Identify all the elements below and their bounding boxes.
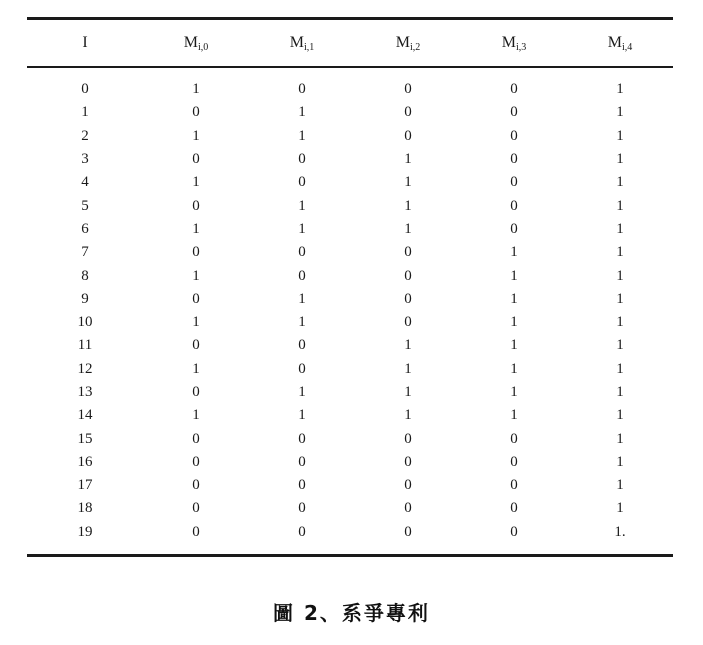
table-row (27, 78, 673, 101)
table-cell: 1. (614, 523, 626, 540)
table-cell: 1 (298, 127, 306, 144)
table-row (27, 264, 673, 287)
table-row (27, 427, 673, 450)
header-base: M (289, 33, 304, 51)
table-row (27, 241, 673, 264)
table-cell: 1 (298, 104, 306, 121)
table-cell: 0 (192, 151, 200, 168)
table-cell: 1 (616, 104, 624, 121)
table-header-row (27, 20, 673, 66)
header-base: M (607, 33, 622, 51)
table-cell: 0 (404, 314, 412, 331)
table-cell: 1 (616, 267, 624, 284)
header-base: M (395, 33, 410, 51)
table-row (27, 381, 673, 404)
table-cell: 1 (616, 81, 624, 98)
table-cell: 1 (616, 477, 624, 494)
table-cell: 0 (404, 477, 412, 494)
table-cell: 10 (77, 314, 93, 331)
table-cell: 0 (404, 523, 412, 540)
table-cell: 1 (298, 290, 306, 307)
table-cell: 1 (616, 290, 624, 307)
table-cell: 1 (192, 81, 200, 98)
table-cell: 5 (81, 197, 89, 214)
table-cell: 1 (616, 314, 624, 331)
table-cell: 0 (510, 430, 518, 447)
table-row (27, 474, 673, 497)
table-cell: 1 (192, 360, 200, 377)
table-cell: 1 (192, 407, 200, 424)
header-subscript: i,3 (515, 41, 527, 53)
table-row (27, 358, 673, 381)
table-row (27, 125, 673, 148)
table-row (27, 451, 673, 474)
table-cell: 1 (404, 197, 412, 214)
table-cell: 0 (404, 290, 412, 307)
table-cell: 1 (616, 151, 624, 168)
header-cell-2 (249, 34, 355, 53)
header-subscript: i,2 (409, 41, 421, 53)
table-cell: 1 (298, 314, 306, 331)
table-cell: 3 (81, 151, 89, 168)
table-cell: 1 (510, 407, 518, 424)
table-cell: 15 (77, 430, 93, 447)
table-row (27, 334, 673, 357)
table-cell: 0 (298, 174, 306, 191)
table-cell: 0 (298, 477, 306, 494)
header-cell-1 (143, 34, 249, 53)
table-cell: 1 (192, 174, 200, 191)
table-cell: 0 (192, 337, 200, 354)
table-cell: 0 (298, 360, 306, 377)
table-cell: 7 (81, 244, 89, 261)
table-cell: 0 (404, 500, 412, 517)
figure-caption: 圖 2、系爭專利 (273, 601, 430, 625)
table-row (27, 194, 673, 217)
table-cell: 0 (298, 500, 306, 517)
table-cell: 0 (404, 104, 412, 121)
table-cell: 1 (616, 407, 624, 424)
table-row (27, 171, 673, 194)
table-cell: 1 (404, 174, 412, 191)
table-cell: 17 (77, 477, 93, 494)
table-cell: 1 (81, 104, 89, 121)
table-cell: 0 (192, 430, 200, 447)
table-cell: 0 (298, 337, 306, 354)
table-cell: 0 (192, 244, 200, 261)
table-cell: 0 (510, 151, 518, 168)
header-cell-4 (461, 34, 567, 53)
header-subscript: i,1 (303, 41, 315, 53)
table-cell: 0 (510, 127, 518, 144)
table-cell: 0 (510, 477, 518, 494)
table-cell: 4 (81, 174, 89, 191)
table-cell: 14 (77, 407, 93, 424)
header-cell-5 (567, 34, 673, 53)
table-row (27, 497, 673, 520)
table-cell: 0 (192, 104, 200, 121)
table-cell: 1 (616, 453, 624, 470)
table-cell: 0 (192, 384, 200, 400)
table-cell: 1 (616, 430, 624, 447)
header-cell-0 (27, 34, 143, 52)
table-cell: 1 (510, 360, 518, 377)
table-cell: 1 (616, 360, 624, 377)
table-cell: 0 (192, 453, 200, 470)
table-cell: 0 (404, 453, 412, 470)
table-cell: 18 (77, 500, 93, 517)
table-cell: 1 (404, 151, 412, 168)
table-cell: 0 (510, 523, 518, 540)
table-cell: 12 (77, 360, 93, 377)
table-cell: 0 (192, 290, 200, 307)
table-cell: 1 (510, 267, 518, 284)
table-cell: 1 (192, 267, 200, 284)
table-cell: 0 (404, 127, 412, 144)
table-cell: 9 (81, 290, 89, 307)
table-cell: 1 (192, 220, 200, 237)
table-cell: 0 (298, 244, 306, 261)
table-cell: 1 (616, 197, 624, 214)
table-row (27, 521, 673, 544)
table-cell: 13 (77, 384, 93, 400)
table-cell: 1 (510, 314, 518, 331)
table-cell: 8 (81, 267, 89, 284)
table-cell: 0 (510, 104, 518, 121)
table-cell: 1 (404, 407, 412, 424)
table-cell: 0 (298, 453, 306, 470)
matrix-table (27, 17, 673, 557)
table-cell: 1 (298, 197, 306, 214)
table-cell: 1 (404, 337, 412, 354)
table-row (27, 148, 673, 171)
table-cell: 1 (298, 407, 306, 424)
table-cell: 1 (510, 384, 518, 400)
table-cell: 1 (510, 244, 518, 261)
header-subscript: i,0 (197, 41, 209, 53)
table-cell: 0 (192, 523, 200, 540)
table-cell: 0 (298, 523, 306, 540)
table-row (27, 288, 673, 311)
table-cell: 0 (81, 81, 89, 98)
table-cell: 0 (192, 500, 200, 517)
header-base: I (82, 34, 88, 51)
table-cell: 0 (404, 430, 412, 447)
table-cell: 1 (404, 360, 412, 377)
table-cell: 1 (298, 384, 306, 400)
table-row (27, 218, 673, 241)
table-cell: 0 (510, 81, 518, 98)
header-cell-3 (355, 34, 461, 53)
table-cell: 1 (616, 384, 624, 400)
table-cell: 1 (510, 290, 518, 307)
table-cell: 1 (192, 314, 200, 331)
table-cell: 0 (510, 500, 518, 517)
header-base: M (501, 33, 516, 51)
table-cell: 1 (616, 244, 624, 261)
table-row (27, 101, 673, 124)
table-cell: 1 (192, 127, 200, 144)
table-cell: 0 (298, 81, 306, 98)
table-cell: 0 (510, 453, 518, 470)
header-base: M (183, 33, 198, 51)
table-bottom-rule (27, 554, 673, 557)
table-cell: 1 (510, 337, 518, 354)
table-cell: 0 (192, 477, 200, 494)
table-cell: 1 (404, 220, 412, 237)
table-cell: 0 (298, 430, 306, 447)
table-cell: 1 (616, 174, 624, 191)
table-cell: 0 (510, 174, 518, 191)
table-cell: 1 (616, 500, 624, 517)
table-cell: 16 (77, 453, 93, 470)
table-cell: 6 (81, 220, 89, 237)
table-cell: 0 (192, 197, 200, 214)
header-subscript: i,4 (621, 41, 633, 53)
table-cell: 0 (510, 197, 518, 214)
table-cell: 2 (81, 127, 89, 144)
table-cell: 11 (77, 337, 93, 354)
table-cell: 0 (510, 220, 518, 237)
table-cell: 19 (77, 523, 93, 540)
table-cell: 1 (616, 127, 624, 144)
table-body (27, 68, 673, 544)
table-cell: 0 (298, 267, 306, 284)
table-cell: 1 (616, 220, 624, 237)
table-cell: 1 (616, 337, 624, 354)
table-row (27, 404, 673, 427)
table-cell: 1 (404, 384, 412, 400)
table-cell: 0 (404, 267, 412, 284)
table-cell: 0 (298, 151, 306, 168)
table-cell: 1 (298, 220, 306, 237)
table-cell: 0 (404, 81, 412, 98)
table-row (27, 311, 673, 334)
table-cell: 0 (404, 244, 412, 261)
